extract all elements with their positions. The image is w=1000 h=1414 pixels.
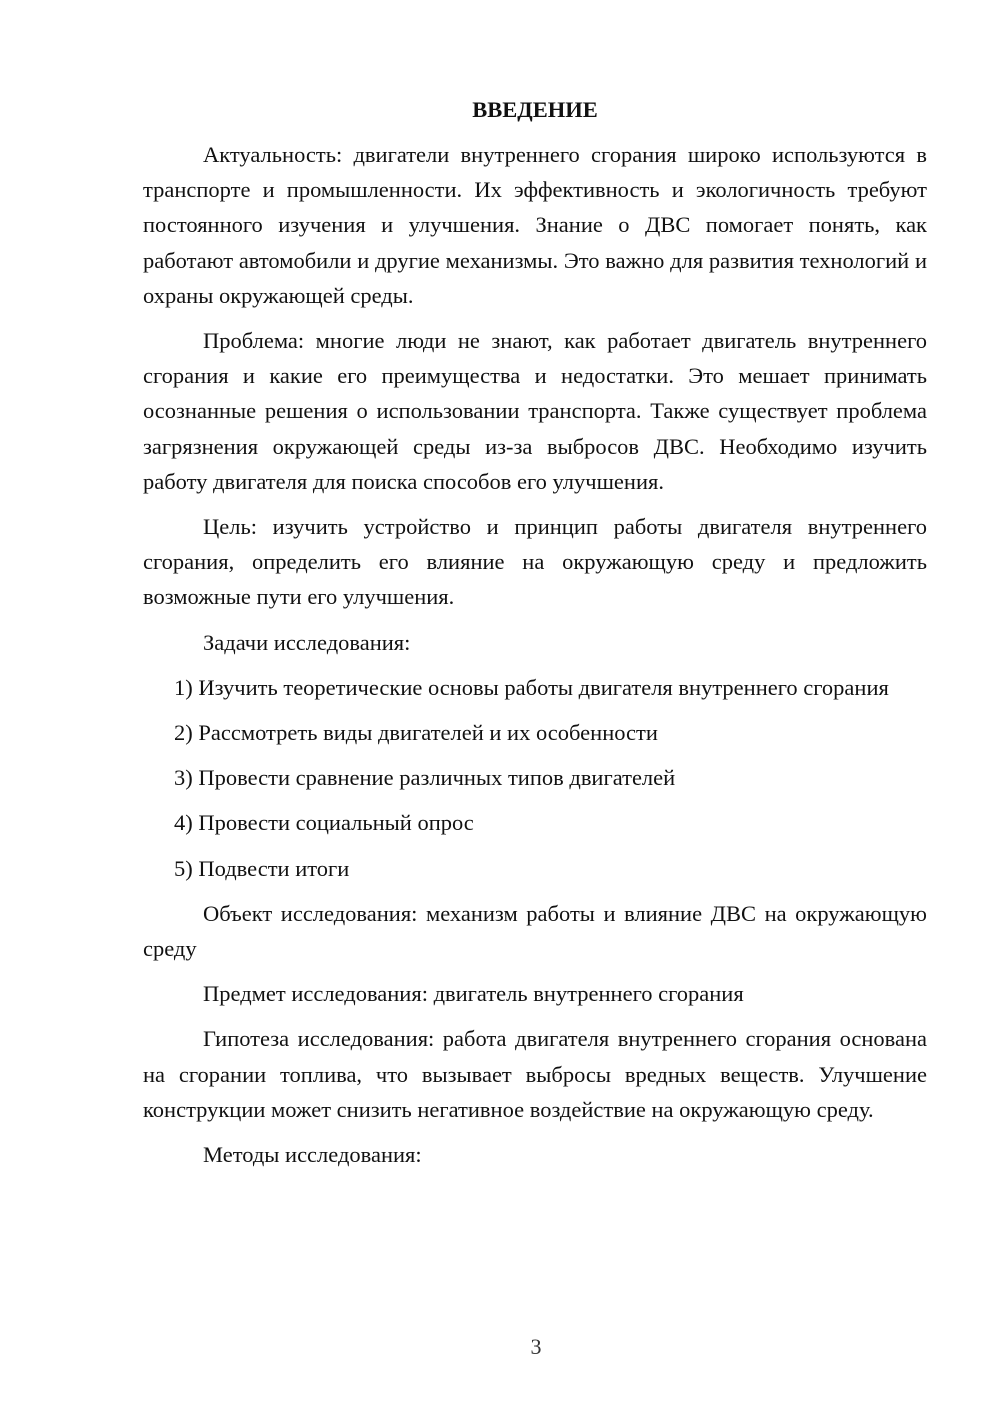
page-title: ВВЕДЕНИЕ	[472, 97, 598, 122]
tasks-list	[143, 670, 927, 886]
list-item-task-5: 5) Подвести итоги	[174, 855, 350, 881]
paragraph-relevance: Актуальность: двигатели внутреннего сгорания широко используются в транспорте и промышленности. Их эффективность и экологичность требуют постоянного изучения и улучшения. Знание о ДВС помогает понять, как работают автомобили и другие механизмы. Это важно для развития технологий и охраны окружающей среды.	[143, 142, 927, 308]
paragraph-subject: Предмет исследования: двигатель внутреннего сгорания	[203, 981, 744, 1007]
paragraph-hypothesis: Гипотеза исследования: работа двигателя внутреннего сгорания основана на сгорании топлива, что вызывает выбросы вредных веществ. Улучшение конструкции может снизить негативное воздействие на окружающую среду.	[143, 1026, 927, 1122]
methods-heading: Методы исследования:	[203, 1142, 422, 1168]
list-item-task-4: 4) Провести социальный опрос	[174, 810, 474, 836]
page-number: 3	[530, 1334, 542, 1359]
list-item-task-1: 1) Изучить теоретические основы работы двигателя внутреннего сгорания	[174, 674, 889, 700]
document-body	[143, 92, 927, 1182]
paragraph-object: Объект исследования: механизм работы и влияние ДВС на окружающую среду	[143, 900, 927, 962]
tasks-heading: Задачи исследования:	[203, 629, 411, 655]
paragraph-problem: Проблема: многие люди не знают, как работает двигатель внутреннего сгорания и какие его преимущества и недостатки. Это мешает принимать осознанные решения о использовании транспорта. Также существует проблема загрязнения окружающей среды из-за выбросов ДВС. Необходимо изучить работу двигателя для поиска способов его улучшения.	[143, 328, 927, 494]
paragraph-goal: Цель: изучить устройство и принцип работы двигателя внутреннего сгорания, определить его влияние на окружающую среду и предложить возможные пути его улучшения.	[143, 514, 927, 610]
list-item-task-2: 2) Рассмотреть виды двигателей и их особенности	[174, 720, 658, 746]
list-item-task-3: 3) Провести сравнение различных типов двигателей	[174, 765, 676, 791]
